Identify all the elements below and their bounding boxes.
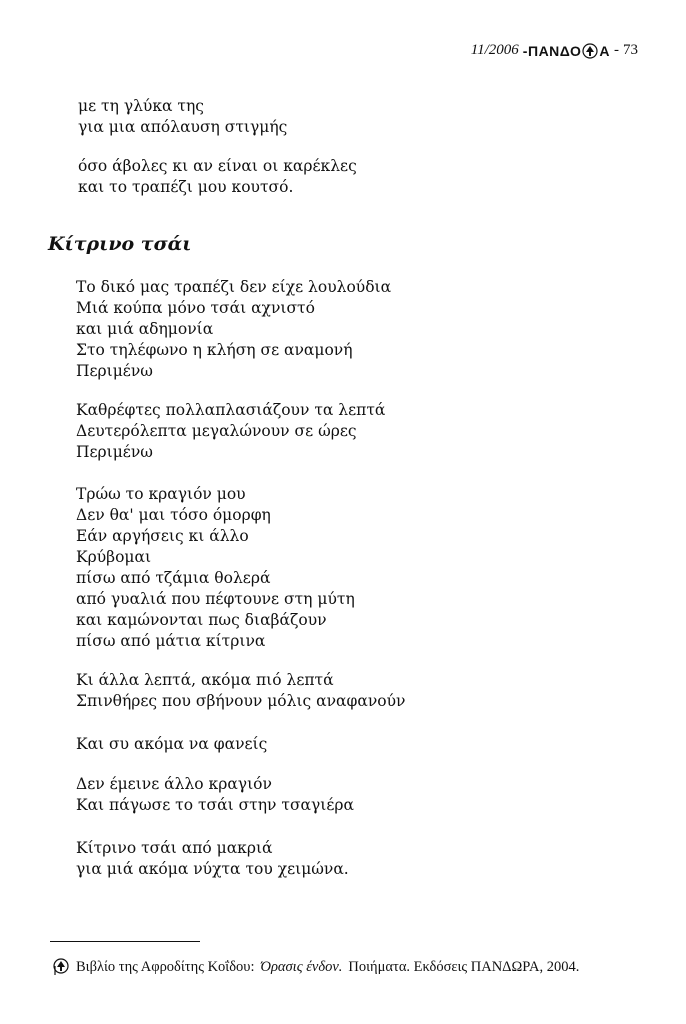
issue-date: 11/2006 bbox=[470, 42, 519, 58]
poem-line: για μιά ακόμα νύχτα του χειμώνα. bbox=[76, 860, 349, 878]
poem-line: Εάν αργήσεις κι άλλο bbox=[76, 527, 249, 545]
poem-stanza bbox=[76, 670, 405, 712]
prev-poem-stanza bbox=[78, 96, 287, 138]
poem-stanza bbox=[76, 774, 354, 816]
poem-line: και το τραπέζι μου κουτσό. bbox=[78, 178, 294, 196]
footnote bbox=[52, 958, 579, 976]
poem-line: Και συ ακόμα να φανείς bbox=[76, 735, 268, 753]
poem-line: όσο άβολες κι αν είναι οι καρέκλες bbox=[78, 157, 357, 175]
poem-title: Κίτρινο τσάι bbox=[48, 233, 192, 255]
page-number: 73 bbox=[623, 42, 638, 58]
pandora-tree-icon bbox=[52, 958, 70, 976]
poem-line: Τρώω το κραγιόν μου bbox=[76, 485, 246, 503]
footnote-text: Ποιήματα. Εκδόσεις ΠΑΝΔΩΡΑ, 2004. bbox=[348, 958, 580, 975]
poem-stanza bbox=[76, 277, 391, 382]
footnote-divider bbox=[50, 941, 200, 942]
footnote-text: Βιβλίο της Αφροδίτης Κοΐδου: bbox=[76, 958, 255, 975]
magazine-name-left: ΠΑΝΔΟ bbox=[527, 42, 582, 59]
poem-stanza bbox=[76, 484, 355, 652]
footnote-book-title: Όρασις ένδον. bbox=[260, 958, 343, 975]
poem-line: με τη γλύκα της bbox=[78, 97, 204, 115]
poem-line: Δεν θα' μαι τόσο όμορφη bbox=[76, 506, 271, 524]
poem-line: Μιά κούπα μόνο τσάι αχνιστό bbox=[76, 299, 315, 317]
poem-line: Κίτρινο τσάι από μακριά bbox=[76, 839, 273, 857]
running-header bbox=[471, 42, 638, 59]
header-dash: - bbox=[522, 42, 528, 59]
poem-line: Το δικό μας τραπέζι δεν είχε λουλούδια bbox=[76, 278, 392, 296]
magazine-name-right: Α bbox=[599, 42, 610, 59]
poem-stanza bbox=[76, 734, 267, 755]
poem-line: Περιμένω bbox=[76, 443, 153, 461]
poem-line: Περιμένω bbox=[76, 362, 153, 380]
pandora-tree-icon bbox=[582, 43, 598, 59]
poem-line: Δεν έμεινε άλλο κραγιόν bbox=[76, 775, 272, 793]
poem-line: Στο τηλέφωνο η κλήση σε αναμονή bbox=[76, 341, 353, 359]
header-dash: - bbox=[614, 42, 619, 58]
poem-line: από γυαλιά που πέφτουνε στη μύτη bbox=[76, 590, 355, 608]
poem-line: πίσω από μάτια κίτρινα bbox=[76, 632, 266, 650]
poem-line: Και πάγωσε το τσάι στην τσαγιέρα bbox=[76, 796, 354, 814]
poem-line: Καθρέφτες πολλαπλασιάζουν τα λεπτά bbox=[76, 401, 386, 419]
poem-line: και μιά αδημονία bbox=[76, 320, 214, 338]
poem-line: Δευτερόλεπτα μεγαλώνουν σε ώρες bbox=[76, 422, 357, 440]
prev-poem-stanza bbox=[78, 156, 357, 198]
poem-line: Κι άλλα λεπτά, ακόμα πιό λεπτά bbox=[76, 671, 334, 689]
magazine-name bbox=[523, 43, 610, 59]
poem-line: πίσω από τζάμια θολερά bbox=[76, 569, 271, 587]
poem-stanza bbox=[76, 400, 385, 463]
poem-line: για μια απόλαυση στιγμής bbox=[78, 118, 288, 136]
poem-line: και καμώνονται πως διαβάζουν bbox=[76, 611, 327, 629]
poem-line: Σπινθήρες που σβήνουν μόλις αναφανούν bbox=[76, 692, 406, 710]
poem-stanza bbox=[76, 838, 349, 880]
poem-line: Κρύβομαι bbox=[76, 548, 152, 566]
